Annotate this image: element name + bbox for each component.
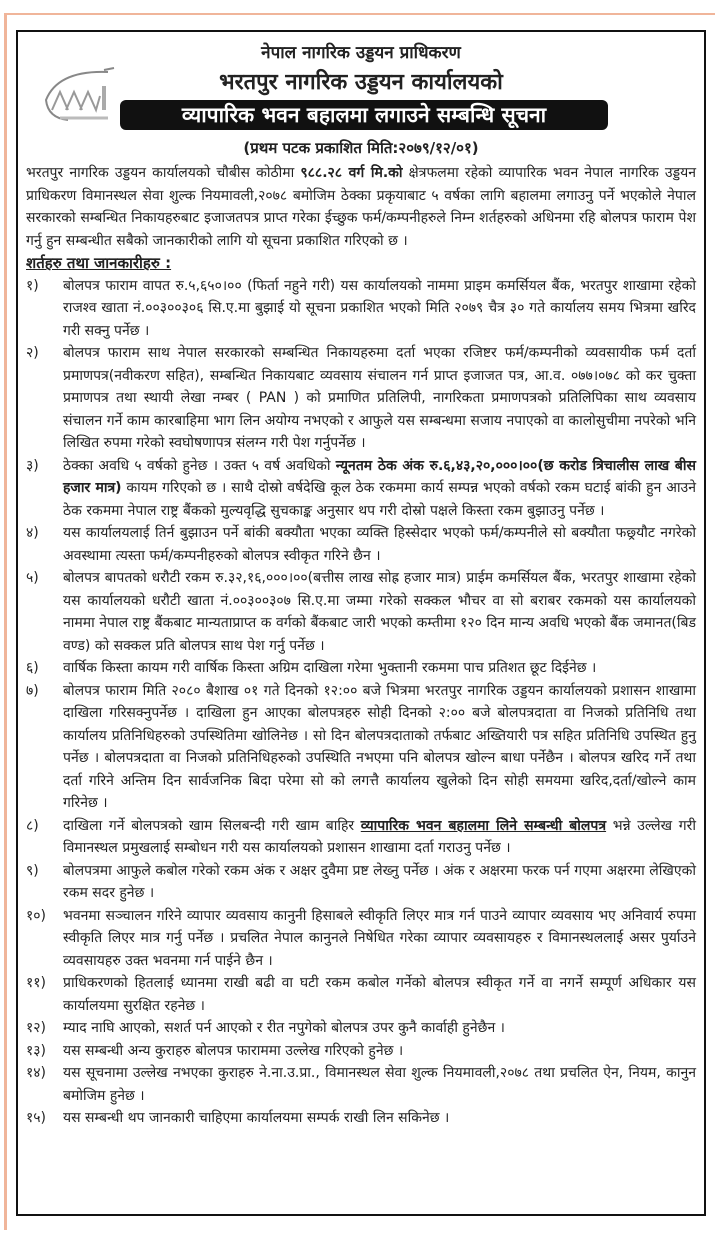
condition-text	[63, 1062, 696, 1107]
condition-bold-text: न्यूनतम ठेक अंक रु.६,४३,२०,०००।००(छ करोड त्रिचालीस लाख बीस हजार मात्र)	[63, 457, 696, 496]
condition-text-part: यस कार्यालयलाई तिर्न बुझाउन पर्ने बांकी बक्यौता भएका व्यक्ति हिस्सेदार भएको फर्म/कम्पनीले सो बक्यौता फछ्र्यौट नगरेको अवस्थामा त्यस्ता फर्म/कम्पनीहरुको बोलपत्र स्वीकृत गरिने छैन ।	[63, 525, 696, 564]
condition-item	[26, 680, 696, 815]
condition-bold-text: व्यापारिक भवन बहालमा लिने सम्बन्धी बोलपत्र	[360, 817, 607, 834]
notice-body	[26, 162, 696, 1130]
intro-area-bold: ९८८.२८ वर्ग मि.को	[300, 165, 403, 181]
condition-text	[63, 972, 696, 1017]
condition-text	[63, 342, 696, 455]
condition-item	[26, 1017, 696, 1040]
conditions-list	[26, 275, 696, 1130]
condition-item	[26, 275, 696, 343]
condition-number: ४)	[26, 525, 39, 541]
condition-number: १४)	[26, 1065, 47, 1081]
intro-text: भरतपुर नागरिक उड्डयन कार्यालयको चौबीस कोठीमा	[26, 165, 301, 181]
condition-text-part: भन्ने उल्लेख गरी विमानस्थल प्रमुखलाई सम्बोधन गरी यस कार्यालयको प्रशासन शाखामा दर्ता गराउनु पर्नेछ ।	[63, 817, 697, 856]
condition-text-part: प्राधिकरणको हितलाई ध्यानमा राखी बढी वा घटी रकम कबोल गर्नेको बोलपत्र स्वीकृत गर्ने वा नगर्ने सम्पूर्ण अधिकार यस कार्यालयमा सुरक्षित रहनेछ ।	[63, 975, 696, 1014]
condition-number: १५)	[26, 1110, 47, 1126]
condition-number: ५)	[26, 570, 39, 586]
condition-item	[26, 342, 696, 455]
condition-number: १३)	[26, 1042, 47, 1059]
intro-text-rest: क्षेत्रफलमा रहेको व्यापारिक भवन नेपाल नागरिक उड्डयन प्राधिकरण विमानस्थल सेवा शुल्क नियमावली,२०७८ बमोजिम ठेक्का प्रकृयाबाट ५ वर्षका लागि बहालमा लगाउनु पर्ने भएकोले नेपाल सरकारको सम्बन्धित निकायहरुबाट इजाजतपत्र प्राप्त गरेका ईच्छुक फर्म/कम्पनीहरुले निम्न शर्तहरुको अधिनमा रहि बोलपत्र फाराम पेश गर्नु हुन सम्बन्धीत सबैको जानकारीको लागि यो सूचना प्रकाशित गरिएको छ ।	[26, 165, 696, 249]
condition-text	[63, 1107, 696, 1130]
condition-item	[26, 815, 696, 860]
condition-text-part: भवनमा सञ्चालन गरिने व्यापार व्यवसाय कानुनी हिसाबले स्वीकृति लिएर मात्र गर्न पाउने व्यापार व्यवसाय भए अनिवार्य रुपमा स्वीकृति लिएर मात्र गर्नु पर्नेछ । प्रचलित नेपाल कानुनले निषेधित गरेका व्यापार व्यवसायहरु र विमानस्थललाई असर पुर्याउने व्यवसायहरु उक्त भवनमा गर्न पाईने छैन ।	[63, 907, 696, 969]
condition-item	[26, 972, 696, 1017]
condition-text	[63, 680, 696, 815]
condition-number: १०)	[26, 907, 47, 924]
condition-text-part: कायम गरिएको छ । साथै दोस्रो वर्षदेखि कूल ठेक रकममा कार्य सम्पन्न भएको वर्षको रकम घटाई बांकी हुन आउने ठेक रकममा नेपाल राष्ट्र बैंकको मुल्यवृद्धि सुचकाङ्क अनुसार थप गरी दोस्रो पक्षले किस्ता रकम बुझाउनु पर्नेछ ।	[63, 480, 696, 519]
condition-number: ७)	[26, 682, 39, 699]
office-name: भरतपुर नागरिक उड्डयन कार्यालयको	[219, 70, 503, 95]
condition-text-part: ठेक्का अवधि ५ वर्षको हुनेछ । उक्त ५ वर्ष अवधिको	[63, 457, 336, 474]
condition-item	[26, 1107, 696, 1130]
organization-name: नेपाल नागरिक उड्डयन प्राधिकरण	[261, 43, 461, 63]
condition-number: २)	[26, 345, 39, 361]
condition-item	[26, 905, 696, 973]
condition-number: ६)	[26, 660, 39, 676]
condition-text-part: म्याद नाघि आएको, सशर्त पर्न आएको र रीत नपुगेको बोलपत्र उपर कुनै कार्वाही हुनेछैन ।	[63, 1020, 505, 1036]
condition-item	[26, 1040, 696, 1063]
condition-text-part: बोलपत्र बापतको धरौटी रकम रु.३२,१६,०००।००(बत्तीस लाख सोह्र हजार मात्र) प्राईम कमर्सियल बैंक, भरतपुर शाखामा रहेको यस कार्यालयको धरौटी खाता नं.००३००३०७ सि.ए.मा जम्मा गरेको सक्कल भौचर वा सो बराबर रकमको यस कार्यालयको नाममा नेपाल राष्ट्र बैंकबाट मान्यताप्राप्त क वर्गको बैंकबाट जारी भएको कम्तीमा १२० दिन मान्य अवधि भएको बैंक जमानत(बिड वण्ड) को सक्कल प्रति बोलपत्र साथ पेश गर्नु पर्नेछ ।	[63, 570, 696, 654]
condition-text-part: बोलपत्र फाराम साथ नेपाल सरकारको सम्बन्धित निकायहरुमा दर्ता भएका रजिष्टर फर्म/कम्पनीको व्यवसायीक फर्म दर्ता प्रमाणपत्र(नवीकरण सहित), सम्बन्धित निकायबाट व्यवसाय संचालन गर्न प्राप्त इजाजत पत्र, आ.व. ०७७।०७८ को कर चुक्ता प्रमाणपत्र तथा स्थायी लेखा नम्बर ( PAN ) को प्रमाणित प्रतिलिपी, नागरिकता प्रमाणपत्रको प्रतिलिपिका साथ व्यवसाय संचालन गर्ने काम कारबाहिमा भाग लिन अयोग्य नभएको र आफुले यस सम्बन्धमा सजाय नपाएको वा कालोसुचीमा नपरेको भनि लिखित रुपमा गरेको स्वघोषणापत्र संलग्न गरी पेश गर्नुपर्नेछ ।	[63, 345, 696, 451]
condition-number: १)	[26, 277, 39, 294]
condition-text-part: वार्षिक किस्ता कायम गरी वार्षिक किस्ता अग्रिम दाखिला गरेमा भुक्तानी रकममा पाच प्रतिशत छूट दिईनेछ ।	[63, 660, 597, 676]
condition-text-part: बोलपत्रमा आफुले कबोल गरेको रकम अंक र अक्षर दुवैमा प्रष्ट लेख्नु पर्नेछ । अंक र अक्षरमा फरक पर्न गएमा अक्षरमा लेखिएको रकम सदर हुनेछ ।	[63, 862, 696, 901]
condition-text-part: बोलपत्र फाराम वापत रु.५,६५०।०० (फिर्ता नहुने गरी) यस कार्यालयको नाममा प्राइम कमर्सियल बैंक, भरतपुर शाखामा रहेको राजश्व खाता नं.००३००३०६ सि.ए.मा बुझाई यो सूचना प्रकाशित भएको मिति २०७९ चैत्र ३० गते कार्यालय समय भित्रमा खरिद गरी सक्नु पर्नेछ ।	[63, 277, 696, 339]
condition-text	[63, 815, 696, 860]
notice-box	[16, 30, 706, 1216]
condition-text	[63, 860, 696, 905]
condition-text	[63, 275, 696, 343]
condition-item	[26, 455, 696, 523]
condition-item	[26, 657, 696, 680]
condition-text-part: यस सम्बन्धी अन्य कुराहरु बोलपत्र फाराममा उल्लेख गरिएको हुनेछ ।	[63, 1042, 404, 1059]
condition-text	[63, 1017, 696, 1040]
intro-paragraph	[26, 162, 696, 252]
condition-text	[63, 1040, 696, 1063]
condition-text-part: दाखिला गर्ने बोलपत्रको खाम सिलबन्दी गरी खाम बाहिर	[63, 817, 361, 834]
condition-text	[63, 657, 696, 680]
condition-text	[63, 567, 696, 657]
condition-item	[26, 1062, 696, 1107]
condition-text-part: बोलपत्र फाराम मिति २०८० बैशाख ०१ गते दिनको १२:०० बजे भित्रमा भरतपुर नागरिक उड्डयन कार्यालयको प्रशासन शाखामा दाखिला गरिसक्नुपर्नेछ । दाखिला हुन आएका बोलपत्रहरु सोही दिनको २:०० बजे बोलपत्रदाता वा निजको प्रतिनिधि तथा कार्यालय प्रतिनिधिहरुको उपस्थितिमा खोलिनेछ । सो दिन बोलपत्रदाताको तर्फबाट अख्तियारी पत्र सहित प्रतिनिधि उपस्थित हुनु पर्नेछ । बोलपत्रदाता वा निजको प्रतिनिधिहरुको उपस्थिति नभएमा पनि बोलपत्र खोल्न बाधा पर्नेछैन । बोलपत्र खरिद गर्ने तथा दर्ता गरिने अन्तिम दिन सार्वजनिक बिदा परेमा सो को लगत्तै कार्यालय खुलेको दिन सोही समयमा खरिद,दर्ता/खोल्ने काम गरिनेछ ।	[63, 682, 696, 811]
condition-number: ९)	[26, 862, 39, 879]
condition-number: ११)	[26, 975, 47, 991]
condition-item	[26, 522, 696, 567]
condition-text	[63, 522, 696, 567]
condition-item	[26, 567, 696, 657]
condition-text-part: यस सूचनामा उल्लेख नभएका कुराहरु ने.ना.उ.प्रा., विमानस्थल सेवा शुल्क नियमावली,२०७८ तथा प्रचलित ऐन, नियम, कानुन बमोजिम हुनेछ ।	[63, 1065, 696, 1104]
condition-number: ८)	[26, 817, 39, 834]
publication-date: (प्रथम पटक प्रकाशित मिति:२०७९/१२/०१)	[243, 139, 479, 157]
condition-text-part: यस सम्बन्धी थप जानकारी चाहिएमा कार्यालयमा सम्पर्क राखी लिन सकिनेछ ।	[63, 1110, 450, 1126]
conditions-heading: शर्तहरु तथा जानकारीहरु :	[26, 254, 172, 272]
condition-item	[26, 860, 696, 905]
condition-text	[63, 455, 696, 523]
condition-text	[63, 905, 696, 973]
condition-number: १२)	[26, 1020, 47, 1036]
notice-title: व्यापारिक भवन बहालमा लगाउने सम्बन्धि सूचना	[120, 100, 608, 130]
condition-number: ३)	[26, 457, 39, 474]
